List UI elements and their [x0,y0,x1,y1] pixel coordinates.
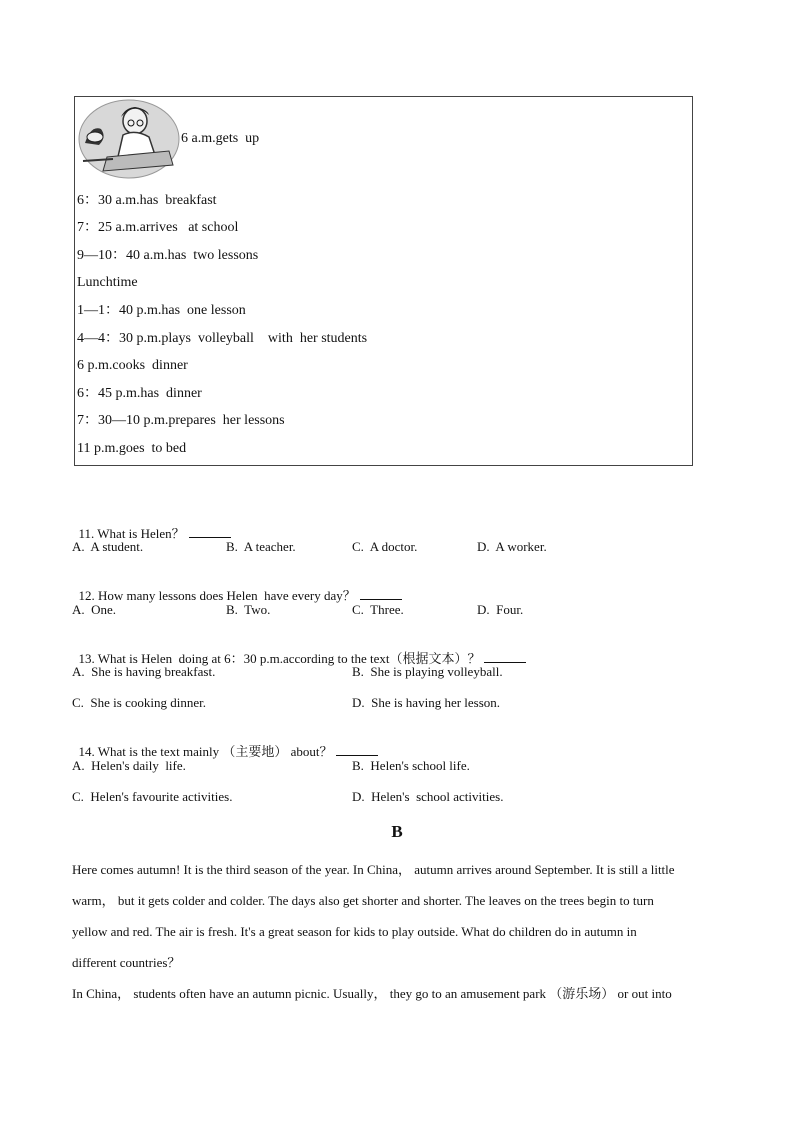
option-a[interactable]: A. A student. [72,539,144,554]
option-b[interactable]: B. Helen's school life. [352,758,470,773]
question-12 [72,569,402,605]
option-a[interactable]: A. Helen's daily life. [72,758,186,773]
schedule-box [74,96,693,466]
option-d[interactable]: D. She is having her lesson. [352,695,501,710]
option-d[interactable]: D. Helen's school activities. [352,789,504,804]
schedule-entry: 11 p.m.goes to bed [77,441,187,456]
schedule-entry: 4—4：30 p.m.plays volleyball with her students [77,331,368,346]
passage-line: different countries？ [72,955,181,970]
question-stem: 14. What is the text mainly （主要地） about？ [78,744,333,759]
option-a[interactable]: A. One. [72,602,117,617]
option-c[interactable]: C. Helen's favourite activities. [72,789,233,804]
passage-line: warm， but it gets colder and colder. The days also get shorter and shorter. The leaves on the trees begin to turn [72,893,654,908]
schedule-entry: 6：45 p.m.has dinner [77,386,202,401]
answer-blank[interactable] [484,650,526,663]
option-c[interactable]: C. A doctor. [352,539,418,554]
schedule-entry: 7：30—10 p.m.prepares her lessons [77,413,285,428]
schedule-entry: 1—1：40 p.m.has one lesson [77,303,246,318]
schedule-entry: 6：30 a.m.has breakfast [77,193,217,208]
section-b-title: B [391,822,403,841]
option-a[interactable]: A. She is having breakfast. [72,664,216,679]
option-c[interactable]: C. She is cooking dinner. [72,695,206,710]
option-c[interactable]: C. Three. [352,602,404,617]
question-stem: 11. What is Helen？ [78,526,185,541]
passage-line: yellow and red. The air is fresh. It's a great season for kids to play outside. What do children do in autumn in [72,924,637,939]
option-d[interactable]: D. Four. [477,602,524,617]
schedule-entry: 9—10：40 a.m.has two lessons [77,248,259,263]
answer-blank[interactable] [360,587,402,600]
schedule-entry: 7：25 a.m.arrives at school [77,220,239,235]
teacher-illustration [77,99,181,181]
answer-blank[interactable] [189,525,231,538]
option-b[interactable]: B. Two. [226,602,271,617]
option-d[interactable]: D. A worker. [477,539,547,554]
question-stem: 13. What is Helen doing at 6：30 p.m.according to the text（根据文本）？ [78,651,481,666]
answer-blank[interactable] [336,743,378,756]
question-stem: 12. How many lessons does Helen have every day？ [78,588,356,603]
question-14 [72,725,378,761]
option-b[interactable]: B. A teacher. [226,539,296,554]
schedule-first-entry: 6 a.m.gets up [181,131,260,146]
passage-line: In China， students often have an autumn picnic. Usually， they go to an amusement park （游乐场） or out into [72,986,672,1001]
schedule-entry: Lunchtime [77,275,138,290]
schedule-entry: 6 p.m.cooks dinner [77,358,188,373]
passage-line: Here comes autumn! It is the third season of the year. In China， autumn arrives around September. It is still a little [72,862,675,877]
option-b[interactable]: B. She is playing volleyball. [352,664,503,679]
